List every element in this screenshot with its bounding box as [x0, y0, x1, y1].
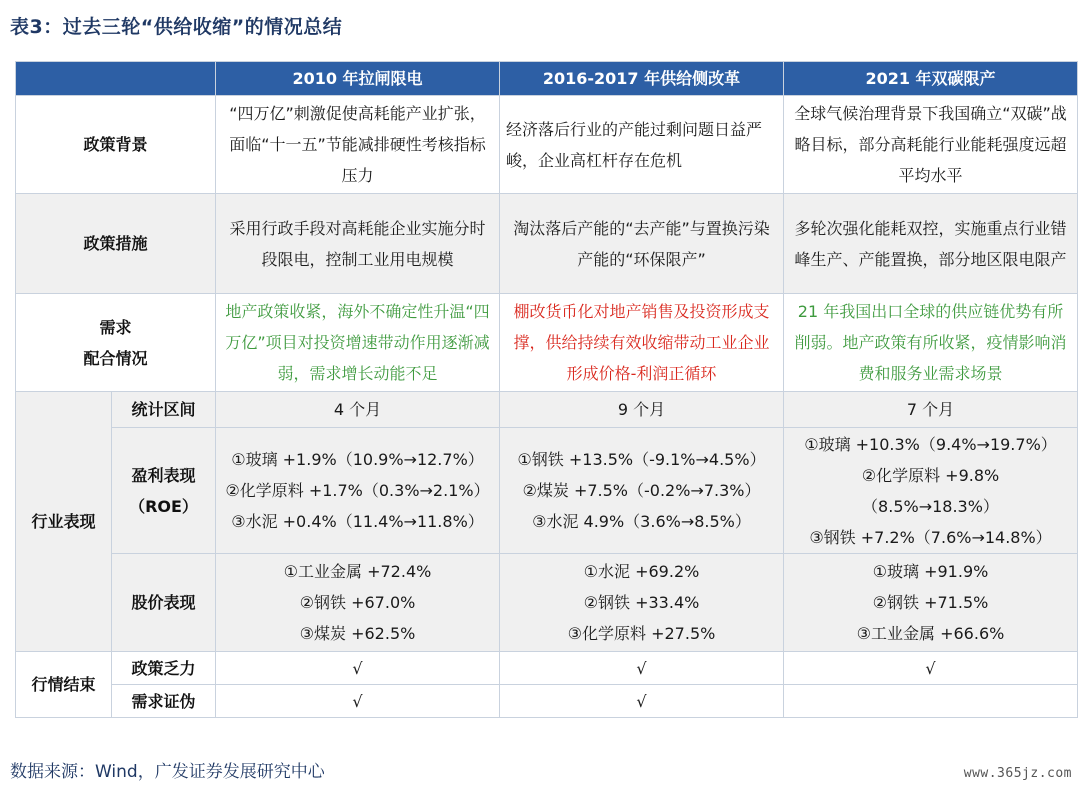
- price-2021-item: ①玻璃 +91.9%: [872, 562, 989, 581]
- row-label-demand-false: 需求证伪: [112, 685, 216, 718]
- watermark: www.365jz.com: [963, 766, 1072, 781]
- row-label-period: 统计区间: [112, 392, 216, 428]
- roe-2021-item: ①玻璃 +10.3%（9.4%→19.7%）: [804, 434, 1057, 454]
- cell-policy-weak-2021: √: [784, 652, 1078, 685]
- price-2010-item: ②钢铁 +67.0%: [299, 593, 416, 612]
- price-2016-item: ③化学原料 +27.5%: [567, 624, 716, 643]
- roe-2010-item: ③水泥 +0.4%（11.4%→11.8%）: [231, 512, 484, 531]
- row-policy-measures: [16, 194, 1078, 294]
- row-price: [16, 554, 1078, 652]
- cell-demand-2010: 地产政策收紧，海外不确定性升温“四万亿”项目对投资增速带动作用逐渐减弱，需求增长动能不足: [216, 294, 500, 392]
- cell-roe-2021: [784, 428, 1078, 554]
- price-2010-item: ③煤炭 +62.5%: [299, 624, 416, 643]
- price-2010-item: ①工业金属 +72.4%: [283, 562, 432, 581]
- cell-policy-measures-2021: 多轮次强化能耗双控，实施重点行业错峰生产、产能置换，部分地区限电限产: [784, 194, 1078, 294]
- cell-policy-background-2016: 经济落后行业的产能过剩问题日益严峻，企业高杠杆存在危机: [500, 96, 784, 194]
- data-source-note: 数据来源：Wind，广发证券发展研究中心: [10, 762, 325, 782]
- row-policy-background: [16, 96, 1078, 194]
- roe-2021-item: ③钢铁 +7.2%（7.6%→14.8%）: [809, 527, 1052, 547]
- col-header-2010: 2010 年拉闸限电: [216, 62, 500, 96]
- row-label-demand-line1: 需求: [99, 317, 132, 337]
- cell-policy-background-2021: 全球气候治理背景下我国确立“双碳”战略目标，部分高耗能行业能耗强度远超平均水平: [784, 96, 1078, 194]
- row-policy-weak: [16, 652, 1078, 685]
- row-label-demand: [16, 294, 216, 392]
- roe-2010-item: ①玻璃 +1.9%（10.9%→12.7%）: [231, 450, 484, 469]
- row-period: [16, 392, 1078, 428]
- price-2021-item: ②钢铁 +71.5%: [872, 593, 989, 612]
- col-header-2016: 2016-2017 年供给侧改革: [500, 62, 784, 96]
- cell-roe-2010: [216, 428, 500, 554]
- cell-demand-false-2010: √: [216, 685, 500, 718]
- cell-period-2021: 7 个月: [784, 392, 1078, 428]
- header-corner: [16, 62, 216, 96]
- cell-demand-2016: 棚改货币化对地产销售及投资形成支撑，供给持续有效收缩带动工业企业形成价格-利润正循环: [500, 294, 784, 392]
- cell-period-2016: 9 个月: [500, 392, 784, 428]
- table-title: 表3：过去三轮“供给收缩”的情况总结: [10, 16, 343, 38]
- cell-demand-2021: 21 年我国出口全球的供应链优势有所削弱。地产政策有所收紧，疫情影响消费和服务业需求场景: [784, 294, 1078, 392]
- row-label-policy-weak: 政策乏力: [112, 652, 216, 685]
- row-label-policy-background: 政策背景: [16, 96, 216, 194]
- cell-policy-background-2010: “四万亿”刺激促使高耗能产业扩张，面临“十一五”节能减排硬性考核指标压力: [216, 96, 500, 194]
- cell-period-2010: 4 个月: [216, 392, 500, 428]
- cell-price-2016: [500, 554, 784, 652]
- row-demand: [16, 294, 1078, 392]
- supply-contraction-table: [15, 61, 1078, 718]
- roe-2021-item: （8.5%→18.3%）: [862, 496, 999, 516]
- row-label-roe: [112, 428, 216, 554]
- cell-demand-false-2016: √: [500, 685, 784, 718]
- header-row: [16, 62, 1078, 96]
- cell-policy-weak-2010: √: [216, 652, 500, 685]
- row-label-roe-line2: （ROE）: [129, 496, 198, 516]
- cell-demand-false-2021: [784, 685, 1078, 718]
- row-label-industry: 行业表现: [16, 392, 112, 652]
- cell-policy-measures-2016: 淘汰落后产能的“去产能”与置换污染产能的“环保限产”: [500, 194, 784, 294]
- roe-2016-item: ①钢铁 +13.5%（-9.1%→4.5%）: [517, 450, 766, 469]
- price-2016-item: ①水泥 +69.2%: [583, 562, 700, 581]
- roe-2021-item: ②化学原料 +9.8%: [861, 465, 1000, 485]
- cell-price-2021: [784, 554, 1078, 652]
- cell-policy-weak-2016: √: [500, 652, 784, 685]
- roe-2016-item: ③水泥 4.9%（3.6%→8.5%）: [532, 512, 751, 531]
- cell-price-2010: [216, 554, 500, 652]
- roe-2016-item: ②煤炭 +7.5%（-0.2%→7.3%）: [522, 481, 761, 500]
- row-roe: [16, 428, 1078, 554]
- row-label-price: 股价表现: [112, 554, 216, 652]
- row-label-roe-line1: 盈利表现: [131, 465, 196, 485]
- price-2021-item: ③工业金属 +66.6%: [856, 624, 1005, 643]
- price-2016-item: ②钢铁 +33.4%: [583, 593, 700, 612]
- row-label-demand-line2: 配合情况: [83, 348, 148, 368]
- row-label-policy-measures: 政策措施: [16, 194, 216, 294]
- row-label-market-end: 行情结束: [16, 652, 112, 718]
- roe-2010-item: ②化学原料 +1.7%（0.3%→2.1%）: [225, 481, 490, 500]
- col-header-2021: 2021 年双碳限产: [784, 62, 1078, 96]
- cell-policy-measures-2010: 采用行政手段对高耗能企业实施分时段限电，控制工业用电规模: [216, 194, 500, 294]
- cell-roe-2016: [500, 428, 784, 554]
- row-demand-false: [16, 685, 1078, 718]
